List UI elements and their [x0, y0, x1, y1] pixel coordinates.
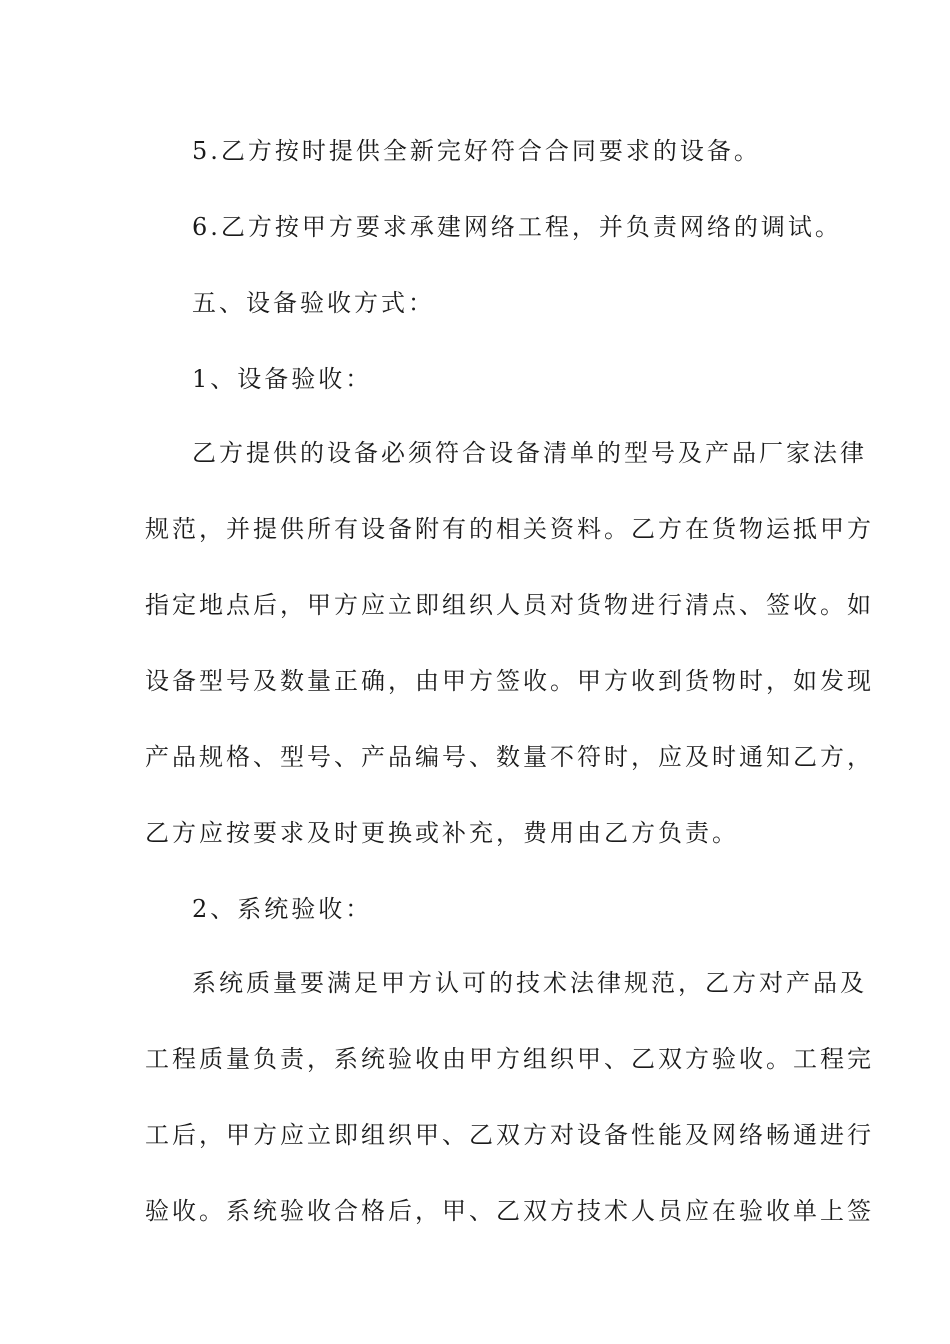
paragraph-item-5: 5.乙方按时提供全新完好符合合同要求的设备。: [192, 137, 761, 165]
section-heading-5: 五、设备验收方式：: [192, 289, 435, 317]
paragraph-line: 乙方提供的设备必须符合设备清单的型号及产品厂家法律: [192, 439, 867, 467]
subsection-heading-2: 2、系统验收：: [192, 895, 373, 923]
paragraph-line: 规范，并提供所有设备附有的相关资料。乙方在货物运抵甲方: [145, 515, 874, 543]
paragraph-line: 工后，甲方应立即组织甲、乙双方对设备性能及网络畅通进行: [145, 1121, 874, 1149]
paragraph-line: 验收。系统验收合格后，甲、乙双方技术人员应在验收单上签: [145, 1197, 874, 1225]
paragraph-line: 系统质量要满足甲方认可的技术法律规范，乙方对产品及: [192, 969, 867, 997]
paragraph-line: 工程质量负责，系统验收由甲方组织甲、乙双方验收。工程完: [145, 1045, 874, 1073]
subsection-heading-1: 1、设备验收：: [192, 365, 373, 393]
paragraph-line: 乙方应按要求及时更换或补充，费用由乙方负责。: [145, 819, 739, 847]
paragraph-line: 设备型号及数量正确，由甲方签收。甲方收到货物时，如发现: [145, 667, 874, 695]
paragraph-line: 指定地点后，甲方应立即组织人员对货物进行清点、签收。如: [145, 591, 874, 619]
paragraph-line: 产品规格、型号、产品编号、数量不符时，应及时通知乙方，: [145, 743, 874, 771]
paragraph-item-6: 6.乙方按甲方要求承建网络工程，并负责网络的调试。: [192, 213, 842, 241]
